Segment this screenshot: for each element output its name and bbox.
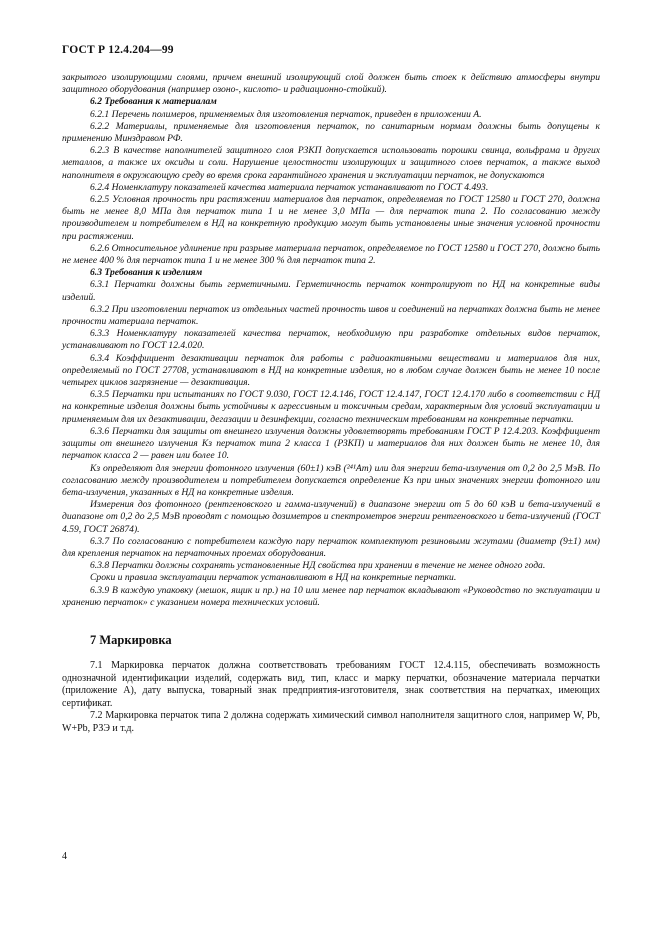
document-page (62, 44, 600, 736)
paragraph: 6.3.8 Перчатки должны сохранять установленные НД свойства при хранении в течение не менее одного года. (90, 560, 546, 572)
paragraph: закрытого изолирующими слоями, причем внешний изолирующий слой должен быть стоек к действию атмосферы внутри защитного оборудования (например озоно-, кислото- и радиационно-стойкий). (62, 72, 600, 96)
paragraph: 6.2.4 Номенклатуру показателей качества материала перчаток устанавливают по ГОСТ 4.493. (90, 181, 489, 193)
section-7-body (62, 660, 600, 736)
paragraph: Сроки и правила эксплуатации перчаток устанавливают в НД на конкретные перчатки. (90, 572, 457, 584)
paragraph: 6.2.3 В качестве наполнителей защитного слоя РЗКП допускается использовать порошки свинца, вольфрама и других металлов, а также их оксиды и соли. Нарушение целостности изолирующих и защитного слоев перчаток, а также выход наполнителя в окружающую среду во время срока гарантийного хранения и эксплуатации перчаток, не допускаются (62, 145, 600, 181)
paragraph: 6.3.3 Номенклатуру показателей качества перчаток, необходимую при разработке отдельных видов перчаток, устанавливают по ГОСТ 12.4.020. (62, 328, 600, 352)
paragraph: 7.2 Маркировка перчаток типа 2 должна содержать химический символ наполнителя защитного слоя, например W, Pb, W+Pb, РЗЭ и т.д. (62, 710, 600, 734)
paragraph: 6.3.5 Перчатки при испытаниях по ГОСТ 9.030, ГОСТ 12.4.146, ГОСТ 12.4.147, ГОСТ 12.4.170 либо в соответствии с НД на конкретные изделия должны быть устойчивы к агрессивным и токсичным средам, характерным для условий эксплуатации и применяемым для их дезактивации, дегазации и дезинфекции, согласно техническим требованиям на конкретные перчатки. (62, 389, 600, 425)
section-title-marking: 7 Маркировка (90, 632, 172, 647)
paragraph: 6.2.1 Перечень полимеров, применяемых для изготовления перчаток, приведен в приложении А. (90, 108, 482, 120)
paragraph: 6.3.2 При изготовлении перчаток из отдельных частей прочность швов и соединений на перчатках должна быть не менее прочности материала перчаток. (62, 303, 600, 328)
paragraph: 6.2.5 Условная прочность при растяжении материалов для перчаток, определяемая по ГОСТ 12580 и ГОСТ 270, должна быть не менее 8,0 МПа для перчаток типа 1 и не менее 3,0 МПа — для перчаток типа 2. По согласованию между производителем и потребителем в НД на конкретную продукцию могут быть установлены иные значения условной прочности при растяжении. (62, 194, 600, 242)
paragraph: 6.2.2 Материалы, применяемые для изготовления перчаток, по санитарным нормам должны быть допущены к применению Минздравом РФ. (62, 120, 600, 145)
subsection-heading: 6.3 Требования к изделиям (90, 267, 203, 279)
paragraph: 6.3.9 В каждую упаковку (мешок, ящик и пр.) на 10 или менее пар перчаток вкладывают «Руководство по эксплуатации и хранению перчаток» с указанием номера технических условий. (62, 584, 600, 608)
paragraph: 7.1 Маркировка перчаток должна соответствовать требованиям ГОСТ 12.4.115, обеспечивать возможность однозначной идентификации изделий, содержать вид, тип, класс и марку перчатки, обозначение материала перчатки (приложение А), дату выпуска, товарный знак предприятия-изготовителя, знак соответствия на перчатках, имеющих сертификат. (62, 659, 600, 709)
paragraph: 6.3.1 Перчатки должны быть герметичными. Герметичность перчаток контролируют по НД на конкретные виды изделий. (62, 279, 600, 303)
paragraph: 6.3.4 Коэффициент дезактивации перчаток для работы с радиоактивными веществами и материалов для них, определяемый по ГОСТ 27708, устанавливают в НД на конкретные изделия, но в любом случае должен быть не менее 10 после четырех циклов загрязнение — дезактивация. (62, 352, 600, 389)
page-header: ГОСТ Р 12.4.204—99 (62, 44, 174, 56)
paragraph: 6.2.6 Относительное удлинение при разрыве материала перчаток, определяемое по ГОСТ 12580 и ГОСТ 270, должно быть не менее 400 % для перчаток типа 1 и не менее 300 % для перчаток типа 2. (62, 242, 600, 267)
page-number: 4 (62, 851, 67, 862)
paragraph: 6.3.7 По согласованию с потребителем каждую пару перчаток комплектуют резиновыми жгутами (диаметр (9±1) мм) для крепления перчаток на перчаточных проемах оборудования. (62, 535, 600, 559)
section-6-body (62, 72, 600, 609)
paragraph: Измерения доз фотонного (рентгеновского и гамма-излучений) в диапазоне энергии от 5 до 60 кэВ и бета-излучений в диапазоне от 0,2 до 2,5 МэВ проводят с помощью дозиметров и спектрометров энергии рентгеновского и бета-излучений (ГОСТ 4.59, ГОСТ 26874). (62, 499, 600, 535)
subsection-heading: 6.2 Требования к материалам (90, 96, 217, 108)
paragraph: Кз определяют для энергии фотонного излучения (60±1) кэВ (²⁴¹Am) или для энергии бета-излучения от 0,2 до 2,5 МэВ. По согласованию между производителем и потребителем допускается определение Кз при иных значениях энергии фотонного или бета-излучения, указанных в НД на конкретные изделия. (62, 462, 600, 498)
paragraph: 6.3.6 Перчатки для защиты от внешнего излучения должны удовлетворять требованиям ГОСТ Р 12.4.203. Коэффициент защиты от внешнего излучения Кз перчаток типа 2 класса 1 (РЗКП) и материалов для них должен быть не менее 10, для перчаток класса 2 — равен или более 10. (62, 425, 600, 462)
